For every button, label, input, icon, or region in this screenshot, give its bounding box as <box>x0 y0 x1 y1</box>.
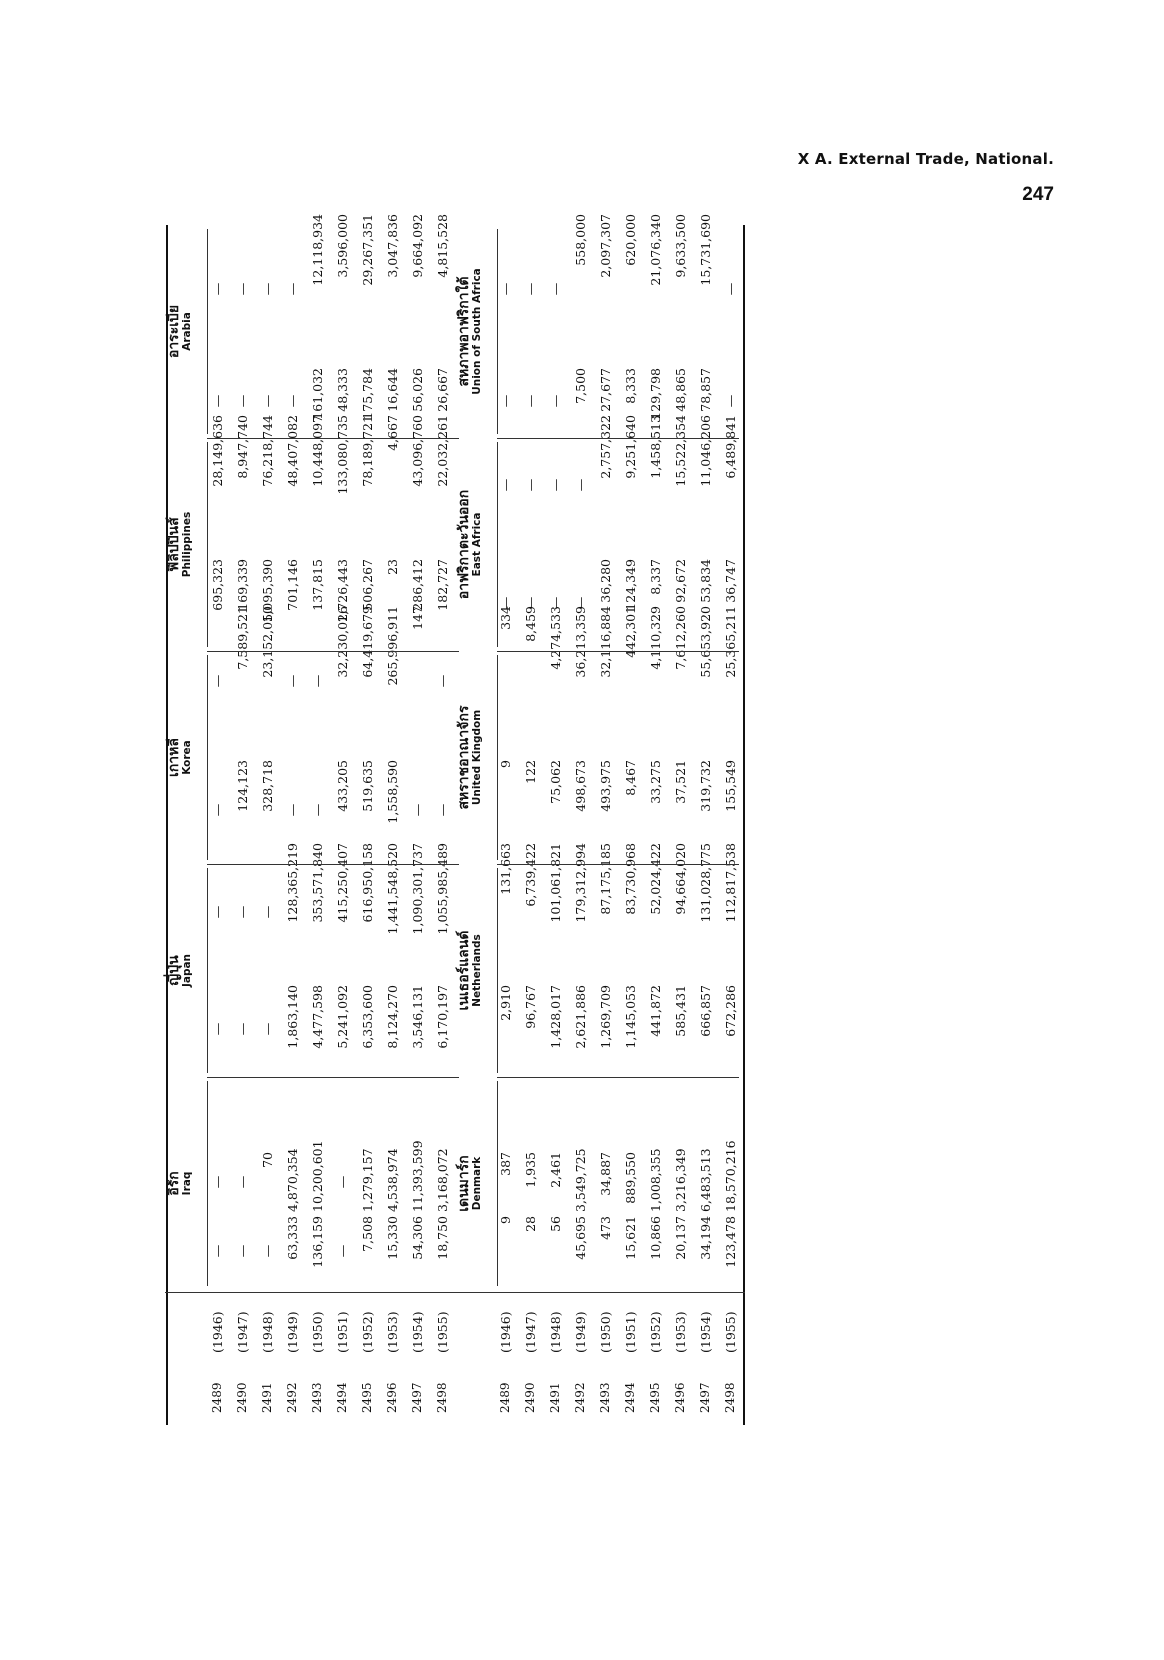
value-cell-a: 585,431 <box>673 985 688 1037</box>
value-cell-a: 328,718 <box>260 760 275 812</box>
value-cell-b: 3,168,072 <box>435 1148 450 1212</box>
value-cell-b: 12,118,934 <box>310 214 325 286</box>
value-cell-a: 2,621,886 <box>573 985 588 1049</box>
value-cell-b: — <box>260 905 275 919</box>
value-cell-b: 1,090,301,737 <box>410 843 425 935</box>
table-section-1 <box>165 214 465 1425</box>
value-cell-a: 129,798 <box>648 368 663 420</box>
value-cell-b: 442,301 <box>623 606 638 658</box>
value-cell-a: 695,323 <box>210 559 225 611</box>
year-ce: (1949) <box>573 1311 588 1353</box>
value-cell-b: — <box>435 674 450 688</box>
country-name-thai: สหภาพอาฟริกาใต้ <box>456 276 472 387</box>
column-divider <box>497 651 739 652</box>
value-cell-a: 20,137 <box>673 1216 688 1260</box>
year-ce: (1950) <box>310 1311 325 1353</box>
year-thai: 2490 <box>235 1382 249 1413</box>
value-cell-a: 7,500 <box>573 368 588 404</box>
value-cell-b: 133,080,735 <box>335 415 350 495</box>
value-cell-a: 36,280 <box>598 559 613 603</box>
year-thai: 2498 <box>435 1382 449 1413</box>
year-ce: (1955) <box>723 1311 738 1353</box>
value-cell-a: 28 <box>523 1216 538 1232</box>
value-cell-a: — <box>285 803 300 817</box>
value-cell-a: — <box>210 394 225 408</box>
value-cell-a: 137,815 <box>310 559 325 611</box>
year-ce: (1949) <box>285 1311 300 1353</box>
value-cell-a: 27,677 <box>598 368 613 412</box>
value-cell-b: 616,950,158 <box>360 843 375 923</box>
value-cell-b: — <box>723 282 738 296</box>
value-cell-b: 353,571,840 <box>310 843 325 923</box>
value-cell-b: 10,200,601 <box>310 1140 325 1212</box>
value-cell-a: — <box>548 394 563 408</box>
value-cell-b: 22,032,261 <box>435 415 450 487</box>
value-cell-a: 506,267 <box>360 559 375 611</box>
value-cell-b: 4,110,329 <box>648 606 663 670</box>
value-cell-b: 147 <box>410 606 425 630</box>
value-cell-b: 1,055,985,489 <box>435 843 450 935</box>
year-ce: (1948) <box>548 1311 563 1353</box>
value-cell-b: 128,365,219 <box>285 843 300 923</box>
value-cell-b: 10,448,097 <box>310 415 325 487</box>
page-number: 247 <box>1022 184 1054 205</box>
value-cell-b: — <box>210 282 225 296</box>
value-cell-b: 4,870,354 <box>285 1148 300 1212</box>
value-cell-b: 15,731,690 <box>698 214 713 286</box>
value-cell-b: 620,000 <box>623 214 638 266</box>
country-header <box>167 225 193 438</box>
value-cell-a: 15,330 <box>385 1216 400 1260</box>
value-cell-a: 56 <box>548 1216 563 1232</box>
country-header <box>457 651 483 864</box>
value-cell-a: — <box>435 803 450 817</box>
value-cell-b: 76,218,744 <box>260 415 275 487</box>
year-thai: 2496 <box>385 1382 399 1413</box>
value-cell-b: 23,152,050 <box>260 606 275 678</box>
value-cell-a: — <box>235 394 250 408</box>
value-cell-b: 8,459 <box>523 606 538 642</box>
value-cell-a: 182,727 <box>435 559 450 611</box>
table-section-2 <box>456 214 745 1425</box>
value-cell-b: 334 <box>498 606 513 630</box>
value-cell-a: 136,159 <box>310 1216 325 1268</box>
year-ce: (1955) <box>435 1311 450 1353</box>
value-cell-a: — <box>235 1022 250 1036</box>
country-name-thai: เนเธอร์แลนด์ <box>456 930 472 1011</box>
year-ce: (1952) <box>648 1311 663 1353</box>
value-cell-b: 3,596,000 <box>335 214 350 278</box>
country-name-thai: ฟิลิปปินส์ <box>166 517 182 572</box>
value-cell-a: 9 <box>498 1216 513 1224</box>
country-header <box>167 864 193 1077</box>
country-name-thai: อิรัก <box>166 1171 182 1196</box>
header-underline <box>207 442 208 647</box>
value-cell-a: 701,146 <box>285 559 300 611</box>
value-cell-b: 83,730,968 <box>623 843 638 915</box>
value-cell-b: 889,550 <box>623 1152 638 1204</box>
value-cell-a: 473 <box>598 1216 613 1240</box>
year-thai: 2489 <box>210 1382 224 1413</box>
value-cell-b: 9,664,092 <box>410 214 425 278</box>
value-cell-b: 387 <box>498 1152 513 1176</box>
value-cell-a: 8,337 <box>648 559 663 595</box>
year-thai: 2495 <box>648 1382 662 1413</box>
value-cell-a: 5,241,092 <box>335 985 350 1049</box>
value-cell-b: 1,441,548,520 <box>385 843 400 935</box>
value-cell-a: 75,062 <box>548 760 563 804</box>
value-cell-b: 9,251,640 <box>623 415 638 479</box>
value-cell-a: 45,695 <box>573 1216 588 1260</box>
value-cell-b: 21,076,340 <box>648 214 663 286</box>
value-cell-a: 6,170,197 <box>435 985 450 1049</box>
value-cell-b: 101,061,821 <box>548 843 563 923</box>
value-cell-b: 6,483,513 <box>698 1148 713 1212</box>
value-cell-a: 33,275 <box>648 760 663 804</box>
value-cell-a: — <box>260 1244 275 1258</box>
year-thai: 2497 <box>410 1382 424 1413</box>
value-cell-a: — <box>498 596 513 610</box>
value-cell-a: — <box>573 596 588 610</box>
value-cell-a: 15,621 <box>623 1216 638 1260</box>
column-divider <box>207 651 459 652</box>
year-thai: 2493 <box>310 1382 324 1413</box>
value-cell-b: — <box>498 478 513 492</box>
country-name-english: Korea <box>180 740 193 775</box>
value-cell-a: 319,732 <box>698 760 713 812</box>
value-cell-a: 161,032 <box>310 368 325 420</box>
column-divider <box>497 864 739 865</box>
country-name-english: Japan <box>180 953 193 988</box>
year-ce: (1952) <box>360 1311 375 1353</box>
value-cell-a: — <box>410 803 425 817</box>
value-cell-a: 1,726,443 <box>335 559 350 623</box>
value-cell-a: 53,834 <box>698 559 713 603</box>
value-cell-a: — <box>310 803 325 817</box>
header-underline <box>207 229 208 434</box>
value-cell-b: 32,230,026 <box>335 606 350 678</box>
country-name-english: Iraq <box>180 1171 193 1196</box>
header-underline <box>207 655 208 860</box>
value-cell-a: — <box>723 394 738 408</box>
value-cell-a: 2,910 <box>498 985 513 1021</box>
value-cell-b: 11,046,206 <box>698 415 713 487</box>
value-cell-a: — <box>548 596 563 610</box>
value-cell-a: 23 <box>385 559 400 575</box>
value-cell-b: 131,663 <box>498 843 513 895</box>
value-cell-b: — <box>523 282 538 296</box>
value-cell-b: — <box>310 674 325 688</box>
value-cell-b: 265,996,911 <box>385 606 400 686</box>
value-cell-a: — <box>523 394 538 408</box>
value-cell-a: 433,205 <box>335 760 350 812</box>
value-cell-a: 36,747 <box>723 559 738 603</box>
value-cell-b: 11,393,599 <box>410 1140 425 1212</box>
year-thai: 2490 <box>523 1382 537 1413</box>
value-cell-b: 7,589,521 <box>235 606 250 670</box>
country-name-english: Netherlands <box>470 934 483 1007</box>
value-cell-b: — <box>498 282 513 296</box>
value-cell-a: — <box>260 394 275 408</box>
value-cell-a: 1,095,390 <box>260 559 275 623</box>
value-cell-a: — <box>523 596 538 610</box>
value-cell-a: 26,667 <box>435 368 450 412</box>
year-thai: 2497 <box>698 1382 712 1413</box>
value-cell-b: 558,000 <box>573 214 588 266</box>
value-cell-b: — <box>210 1175 225 1189</box>
value-cell-b: 1,458,513 <box>648 415 663 479</box>
value-cell-b: 179,312,994 <box>573 843 588 923</box>
country-name-english: Union of South Africa <box>470 268 483 395</box>
value-cell-b: 8,947,740 <box>235 415 250 479</box>
value-cell-b: 6,739,422 <box>523 843 538 907</box>
country-header <box>167 1077 193 1290</box>
column-divider <box>497 1077 739 1078</box>
year-ce: (1951) <box>335 1311 350 1353</box>
country-header <box>457 1077 483 1290</box>
value-cell-a: 169,339 <box>235 559 250 611</box>
value-cell-b: 131,028,775 <box>698 843 713 923</box>
value-cell-b: 2,097,307 <box>598 214 613 278</box>
year-thai: 2493 <box>598 1382 612 1413</box>
value-cell-a: 9 <box>498 760 513 768</box>
country-header <box>457 864 483 1077</box>
year-ce: (1954) <box>698 1311 713 1353</box>
value-cell-b: 3,047,836 <box>385 214 400 278</box>
value-cell-a: 441,872 <box>648 985 663 1037</box>
value-cell-b: 4,538,974 <box>385 1148 400 1212</box>
value-cell-b: — <box>548 282 563 296</box>
value-cell-b: 112,817,538 <box>723 843 738 923</box>
value-cell-b: 4,274,533 <box>548 606 563 670</box>
value-cell-a: 286,412 <box>410 559 425 611</box>
value-cell-b: 48,407,082 <box>285 415 300 487</box>
year-thai: 2496 <box>673 1382 687 1413</box>
value-cell-b: 2,461 <box>548 1152 563 1188</box>
value-cell-b: 3,549,725 <box>573 1148 588 1212</box>
value-cell-b: 28,149,636 <box>210 415 225 487</box>
value-cell-a: 48,333 <box>335 368 350 412</box>
year-thai: 2491 <box>260 1382 274 1413</box>
value-cell-b: — <box>285 282 300 296</box>
column-divider <box>497 438 739 439</box>
value-cell-a: 124,349 <box>623 559 638 611</box>
section-title: X A. External Trade, National. <box>797 150 1054 168</box>
value-cell-a: 1,863,140 <box>285 985 300 1049</box>
year-thai: 2494 <box>623 1382 637 1413</box>
value-cell-b: 3,216,349 <box>673 1148 688 1212</box>
country-name-english: Arabia <box>180 312 193 351</box>
value-cell-a: 3,546,131 <box>410 985 425 1049</box>
year-ce: (1950) <box>598 1311 613 1353</box>
country-name-thai: อาฟริกาตะวันออก <box>456 489 472 600</box>
value-cell-b: 70 <box>260 1152 275 1168</box>
value-cell-a: 123,478 <box>723 1216 738 1268</box>
year-ce: (1947) <box>235 1311 250 1353</box>
year-ce: (1953) <box>673 1311 688 1353</box>
value-cell-a: 122 <box>523 760 538 784</box>
value-cell-b: 29,267,351 <box>360 214 375 286</box>
value-cell-a: 54,306 <box>410 1216 425 1260</box>
year-ce: (1946) <box>498 1311 513 1353</box>
value-cell-b: 34,887 <box>598 1152 613 1196</box>
value-cell-a: 10,866 <box>648 1216 663 1260</box>
value-cell-a: 16,644 <box>385 368 400 412</box>
value-cell-b: 64,419,679 <box>360 606 375 678</box>
year-ce: (1953) <box>385 1311 400 1353</box>
value-cell-b: — <box>235 905 250 919</box>
country-header <box>457 225 483 438</box>
value-cell-a: 498,673 <box>573 760 588 812</box>
value-cell-b: 25,365,211 <box>723 606 738 678</box>
value-cell-a: 8,467 <box>623 760 638 796</box>
value-cell-a: — <box>210 1244 225 1258</box>
year-thai: 2492 <box>285 1382 299 1413</box>
header-underline <box>207 1081 208 1286</box>
country-name-english: East Africa <box>470 512 483 577</box>
value-cell-b: — <box>285 674 300 688</box>
year-thai: 2489 <box>498 1382 512 1413</box>
value-cell-a: 6,353,600 <box>360 985 375 1049</box>
value-cell-a: 493,975 <box>598 760 613 812</box>
value-cell-a: 34,194 <box>698 1216 713 1260</box>
value-cell-b: 4,667 <box>385 415 400 451</box>
year-ce: (1946) <box>210 1311 225 1353</box>
year-ce: (1954) <box>410 1311 425 1353</box>
year-thai: 2498 <box>723 1382 737 1413</box>
country-name-thai: เดนมาร์ก <box>456 1155 472 1212</box>
value-cell-a: 666,857 <box>698 985 713 1037</box>
year-ce: (1948) <box>260 1311 275 1353</box>
value-cell-b: — <box>235 282 250 296</box>
value-cell-a: — <box>285 394 300 408</box>
country-header <box>167 438 193 651</box>
value-cell-b: — <box>210 674 225 688</box>
value-cell-b: 415,250,407 <box>335 843 350 923</box>
value-cell-a: 7,508 <box>360 1216 375 1252</box>
value-cell-a: 8,124,270 <box>385 985 400 1049</box>
value-cell-b: 55,653,920 <box>698 606 713 678</box>
value-cell-b: 43,096,760 <box>410 415 425 487</box>
country-name-thai: สหราชอาณาจักร <box>456 705 472 810</box>
value-cell-b: 18,570,216 <box>723 1140 738 1212</box>
country-header <box>167 651 193 864</box>
value-cell-b: 32,116,884 <box>598 606 613 678</box>
value-cell-b: — <box>573 478 588 492</box>
value-cell-b: — <box>210 905 225 919</box>
value-cell-a: 1,269,709 <box>598 985 613 1049</box>
value-cell-b: 52,024,422 <box>648 843 663 915</box>
value-cell-b: 7,612,260 <box>673 606 688 670</box>
country-header <box>457 438 483 651</box>
country-name-english: United Kingdom <box>470 709 483 806</box>
year-thai: 2494 <box>335 1382 349 1413</box>
value-cell-a: 519,635 <box>360 760 375 812</box>
country-name-thai: เกาหลี <box>166 738 182 777</box>
value-cell-a: 8,333 <box>623 368 638 404</box>
country-name-english: Philippines <box>180 511 193 578</box>
value-cell-a: 4,477,598 <box>310 985 325 1049</box>
value-cell-a: — <box>335 1244 350 1258</box>
value-cell-b: — <box>523 478 538 492</box>
value-cell-b: 1,008,355 <box>648 1148 663 1212</box>
year-ce: (1947) <box>523 1311 538 1353</box>
value-cell-b: — <box>235 1175 250 1189</box>
value-cell-a: — <box>210 803 225 817</box>
value-cell-a: — <box>498 394 513 408</box>
value-cell-b: 36,213,359 <box>573 606 588 678</box>
value-cell-a: 48,865 <box>673 368 688 412</box>
value-cell-a: 1,145,053 <box>623 985 638 1049</box>
value-cell-a: 672,286 <box>723 985 738 1037</box>
value-cell-b: — <box>335 1175 350 1189</box>
value-cell-b: — <box>548 478 563 492</box>
value-cell-a: 92,672 <box>673 559 688 603</box>
country-name-english: Denmark <box>470 1156 483 1211</box>
value-cell-b: — <box>260 282 275 296</box>
trade-table <box>165 214 745 1425</box>
value-cell-a: 63,333 <box>285 1216 300 1260</box>
value-cell-b: 6,489,841 <box>723 415 738 479</box>
header-underline <box>207 868 208 1073</box>
value-cell-a: — <box>210 1022 225 1036</box>
value-cell-a: 78,857 <box>698 368 713 412</box>
value-cell-b: 87,175,185 <box>598 843 613 915</box>
value-cell-a: — <box>235 1244 250 1258</box>
column-divider <box>207 864 459 865</box>
value-cell-a: 96,767 <box>523 985 538 1029</box>
value-cell-b: 78,189,721 <box>360 415 375 487</box>
year-ce: (1951) <box>623 1311 638 1353</box>
value-cell-b: 4,815,528 <box>435 214 450 278</box>
value-cell-b: 1,935 <box>523 1152 538 1188</box>
page-header <box>798 150 1054 206</box>
value-cell-a: 56,026 <box>410 368 425 412</box>
column-divider <box>207 1077 459 1078</box>
country-name-thai: ญี่ปุ่น <box>166 955 182 986</box>
value-cell-a: 18,750 <box>435 1216 450 1260</box>
year-thai: 2491 <box>548 1382 562 1413</box>
value-cell-a: 124,123 <box>235 760 250 812</box>
value-cell-b: 2,757,322 <box>598 415 613 479</box>
column-divider <box>207 438 459 439</box>
rotated-table-area <box>165 214 745 1425</box>
value-cell-a: 155,549 <box>723 760 738 812</box>
value-cell-a: — <box>260 1022 275 1036</box>
year-thai: 2495 <box>360 1382 374 1413</box>
value-cell-a: 1,428,017 <box>548 985 563 1049</box>
value-cell-b: 1,279,157 <box>360 1148 375 1212</box>
value-cell-a: 175,784 <box>360 368 375 420</box>
value-cell-b: 9,633,500 <box>673 214 688 278</box>
value-cell-b: 15,522,354 <box>673 415 688 487</box>
country-name-thai: อาระเบีย <box>166 304 182 359</box>
value-cell-a: 1,558,590 <box>385 760 400 824</box>
value-cell-b: 94,664,020 <box>673 843 688 915</box>
value-cell-a: 37,521 <box>673 760 688 804</box>
year-thai: 2492 <box>573 1382 587 1413</box>
